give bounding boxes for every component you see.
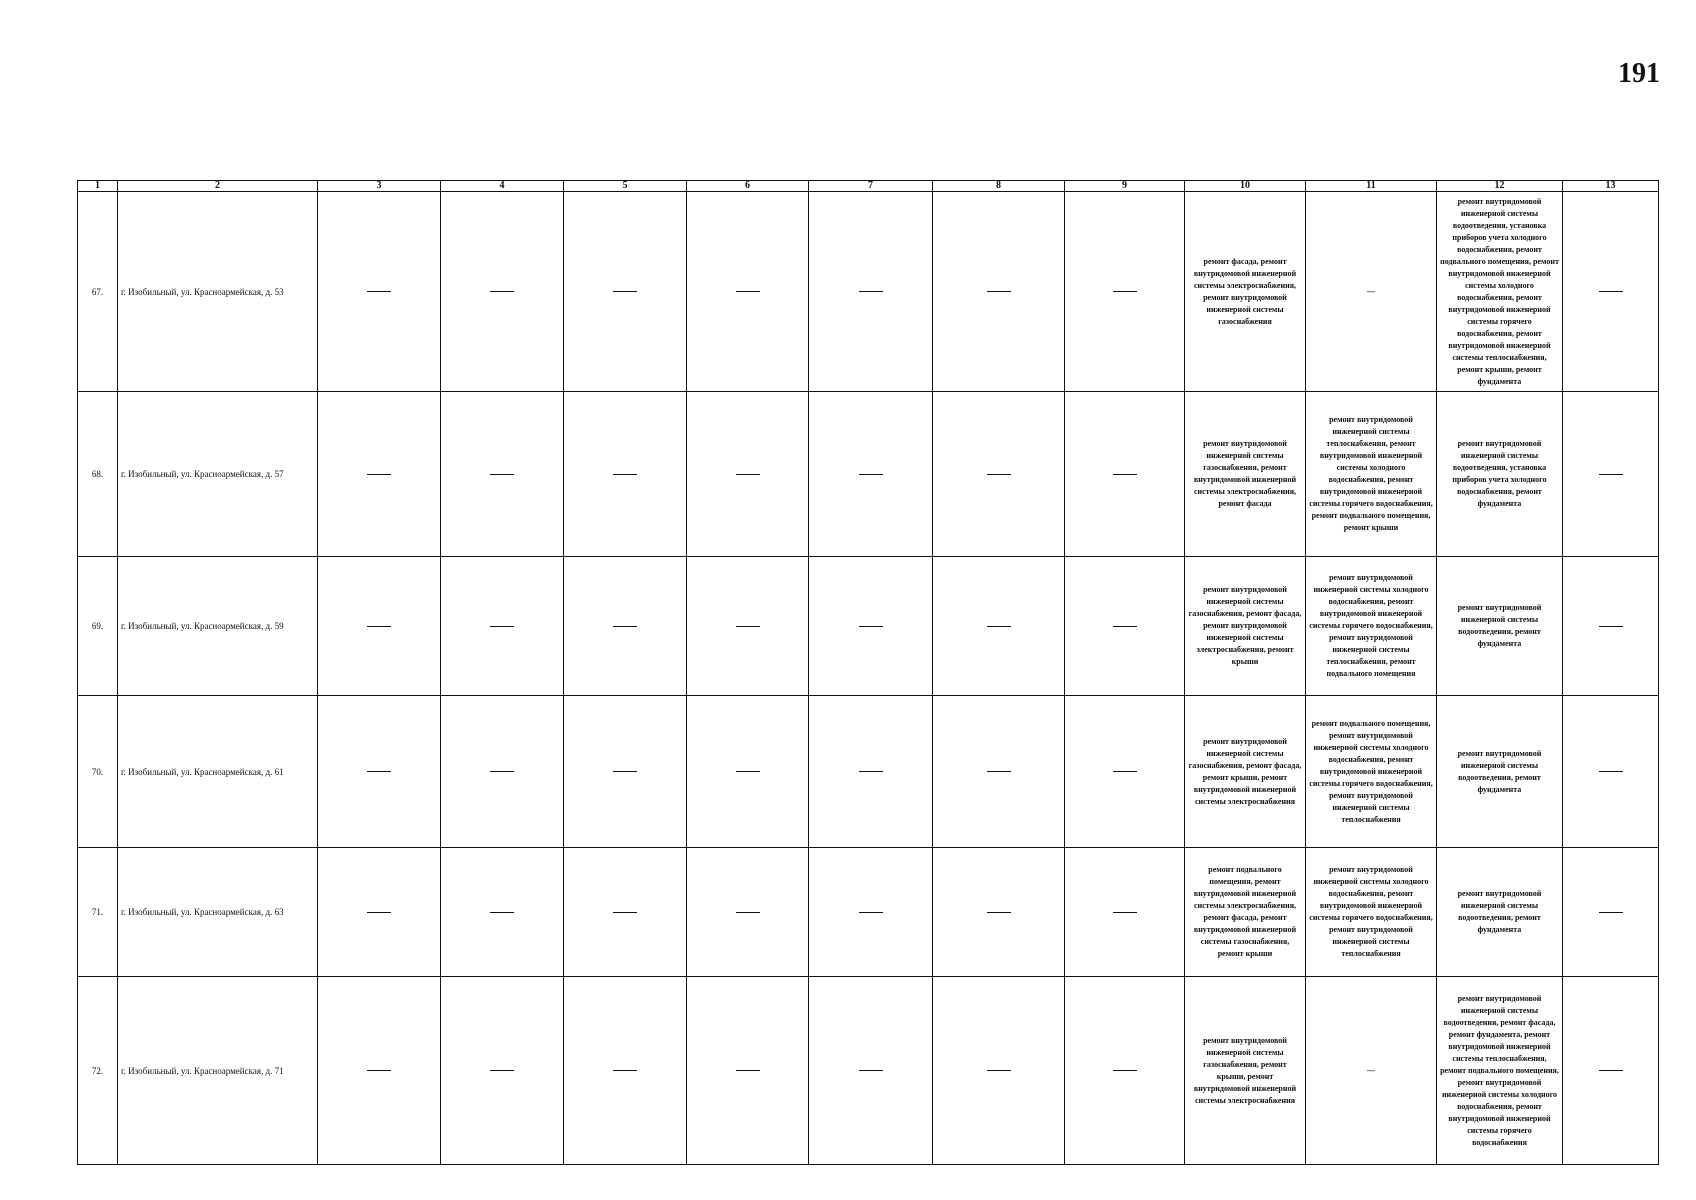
col-header-3: 3 bbox=[318, 181, 441, 192]
row-number: 72. bbox=[78, 977, 118, 1165]
works-col12: ремонт внутридомовой инженерной системы водоотведения, ремонт фундамента bbox=[1437, 696, 1563, 848]
works-col10: ремонт подвального помещения, ремонт внутридомовой инженерной системы электроснабжения, ремонт фасада, ремонт внутридомовой инженерной системы газоснабжения, ремонт крыши bbox=[1185, 848, 1306, 977]
dash-mark bbox=[490, 1070, 514, 1071]
dash-mark bbox=[1113, 1070, 1137, 1071]
empty-cell bbox=[809, 392, 933, 557]
dash-mark bbox=[367, 474, 391, 475]
dash-mark bbox=[1599, 291, 1623, 292]
works-col12: ремонт внутридомовой инженерной системы водоотведения, ремонт фасада, ремонт фундамента, ремонт внутридомовой инженерной системы теплоснабжения, ремонт подвального помещения, ремонт внутридомовой инженерной системы холодного водоснабжения, ремонт внутридомовой инженерной системы горячего водоснабжения bbox=[1437, 977, 1563, 1165]
table-row bbox=[78, 392, 1659, 557]
dash-mark bbox=[1113, 771, 1137, 772]
row-address: г. Изобильный, ул. Красноармейская, д. 71 bbox=[118, 977, 318, 1165]
works-col10: ремонт внутридомовой инженерной системы газоснабжения, ремонт крыши, ремонт внутридомовой инженерной системы электроснабжения bbox=[1185, 977, 1306, 1165]
row-address: г. Изобильный, ул. Красноармейская, д. 63 bbox=[118, 848, 318, 977]
col-header-7: 7 bbox=[809, 181, 933, 192]
table-row bbox=[78, 192, 1659, 392]
dash-mark bbox=[367, 291, 391, 292]
dash-mark bbox=[1599, 626, 1623, 627]
works-col10: ремонт внутридомовой инженерной системы газоснабжения, ремонт фасада, ремонт внутридомовой инженерной системы электроснабжения, ремонт крыши bbox=[1185, 557, 1306, 696]
works-col12: ремонт внутридомовой инженерной системы водоотведения, ремонт фундамента bbox=[1437, 557, 1563, 696]
empty-cell bbox=[933, 557, 1065, 696]
dash-mark bbox=[367, 912, 391, 913]
empty-cell bbox=[1065, 392, 1185, 557]
row-address: г. Изобильный, ул. Красноармейская, д. 61 bbox=[118, 696, 318, 848]
table-row bbox=[78, 977, 1659, 1165]
works-col12: ремонт внутридомовой инженерной системы водоотведения, ремонт фундамента bbox=[1437, 848, 1563, 977]
empty-cell bbox=[687, 696, 809, 848]
col-header-4: 4 bbox=[441, 181, 564, 192]
dash-mark bbox=[613, 626, 637, 627]
empty-cell bbox=[809, 848, 933, 977]
dash-mark bbox=[859, 1070, 883, 1071]
col-header-8: 8 bbox=[933, 181, 1065, 192]
repair-schedule-table bbox=[77, 180, 1659, 1165]
dash-mark bbox=[859, 291, 883, 292]
empty-cell bbox=[809, 557, 933, 696]
empty-cell bbox=[1563, 977, 1659, 1165]
dash-mark bbox=[987, 626, 1011, 627]
dash-mark bbox=[613, 912, 637, 913]
empty-cell bbox=[687, 392, 809, 557]
empty-cell bbox=[1563, 392, 1659, 557]
works-col11: ремонт подвального помещения, ремонт внутридомовой инженерной системы холодного водоснабжения, ремонт внутридомовой инженерной системы горячего водоснабжения, ремонт внутридомовой инженерной системы теплоснабжения bbox=[1306, 696, 1437, 848]
empty-cell bbox=[1065, 696, 1185, 848]
row-number: 70. bbox=[78, 696, 118, 848]
dash-mark bbox=[859, 626, 883, 627]
empty-cell bbox=[564, 392, 687, 557]
dash-mark bbox=[736, 626, 760, 627]
dash-mark bbox=[1599, 912, 1623, 913]
empty-cell bbox=[933, 696, 1065, 848]
empty-cell bbox=[318, 192, 441, 392]
dash-mark bbox=[987, 1070, 1011, 1071]
col-header-9: 9 bbox=[1065, 181, 1185, 192]
col-header-12: 12 bbox=[1437, 181, 1563, 192]
dash-mark bbox=[1113, 474, 1137, 475]
dash-mark bbox=[736, 771, 760, 772]
dash-mark bbox=[1599, 771, 1623, 772]
empty-cell bbox=[441, 848, 564, 977]
dash-mark bbox=[613, 1070, 637, 1071]
empty-cell bbox=[809, 192, 933, 392]
dash-mark bbox=[987, 771, 1011, 772]
dash-mark bbox=[613, 771, 637, 772]
empty-cell bbox=[933, 392, 1065, 557]
empty-cell bbox=[318, 557, 441, 696]
row-number: 71. bbox=[78, 848, 118, 977]
empty-cell bbox=[1065, 192, 1185, 392]
dash-mark bbox=[1113, 291, 1137, 292]
dash-mark bbox=[367, 626, 391, 627]
empty-cell bbox=[564, 848, 687, 977]
empty-cell bbox=[1065, 977, 1185, 1165]
empty-cell bbox=[687, 557, 809, 696]
empty-cell bbox=[1563, 192, 1659, 392]
empty-cell bbox=[441, 557, 564, 696]
empty-cell bbox=[564, 192, 687, 392]
dash-mark bbox=[859, 771, 883, 772]
dash-mark bbox=[987, 912, 1011, 913]
dash-mark bbox=[859, 474, 883, 475]
dash-mark bbox=[736, 474, 760, 475]
works-col11: ремонт внутридомовой инженерной системы теплоснабжения, ремонт внутридомовой инженерной системы холодного водоснабжения, ремонт внутридомовой инженерной системы горячего водоснабжения, ремонт подвального помещения, ремонт крыши bbox=[1306, 392, 1437, 557]
empty-cell bbox=[564, 557, 687, 696]
col-header-2: 2 bbox=[118, 181, 318, 192]
dash-mark bbox=[736, 1070, 760, 1071]
works-col12: ремонт внутридомовой инженерной системы водоотведения, установка приборов учета холодного водоснабжения, ремонт подвального помещения, ремонт внутридомовой инженерной системы холодного водоснабжения, ремонт внутридомовой инженерной системы горячего водоснабжения, ремонт внутридомовой инженерной системы теплоснабжения, ремонт крыши, ремонт фундамента bbox=[1437, 192, 1563, 392]
works-col12: ремонт внутридомовой инженерной системы водоотведения, установка приборов учета холодного водоснабжения, ремонт фундамента bbox=[1437, 392, 1563, 557]
table-row bbox=[78, 696, 1659, 848]
empty-cell bbox=[687, 848, 809, 977]
row-number: 69. bbox=[78, 557, 118, 696]
empty-cell bbox=[318, 696, 441, 848]
empty-cell bbox=[441, 392, 564, 557]
empty-cell bbox=[933, 848, 1065, 977]
dash-mark bbox=[367, 1070, 391, 1071]
empty-cell bbox=[318, 392, 441, 557]
works-col11: — bbox=[1306, 192, 1437, 392]
empty-cell bbox=[318, 848, 441, 977]
empty-cell bbox=[318, 977, 441, 1165]
works-col11: ремонт внутридомовой инженерной системы холодного водоснабжения, ремонт внутридомовой инженерной системы горячего водоснабжения, ремонт внутридомовой инженерной системы теплоснабжения, ремонт подвального помещения bbox=[1306, 557, 1437, 696]
works-col11: ремонт внутридомовой инженерной системы холодного водоснабжения, ремонт внутридомовой инженерной системы горячего водоснабжения, ремонт внутридомовой инженерной системы теплоснабжения bbox=[1306, 848, 1437, 977]
empty-cell bbox=[933, 192, 1065, 392]
empty-cell bbox=[441, 977, 564, 1165]
dash-mark bbox=[736, 912, 760, 913]
dash-mark bbox=[613, 474, 637, 475]
dash-mark bbox=[1113, 912, 1137, 913]
col-header-5: 5 bbox=[564, 181, 687, 192]
row-number: 67. bbox=[78, 192, 118, 392]
table-row bbox=[78, 848, 1659, 977]
dash-mark bbox=[859, 912, 883, 913]
empty-cell bbox=[1563, 557, 1659, 696]
empty-cell bbox=[441, 192, 564, 392]
empty-cell bbox=[1065, 848, 1185, 977]
works-col10: ремонт внутридомовой инженерной системы газоснабжения, ремонт внутридомовой инженерной системы электроснабжения, ремонт фасада bbox=[1185, 392, 1306, 557]
col-header-1: 1 bbox=[78, 181, 118, 192]
col-header-6: 6 bbox=[687, 181, 809, 192]
dash-mark bbox=[613, 291, 637, 292]
empty-cell bbox=[441, 696, 564, 848]
works-col11: — bbox=[1306, 977, 1437, 1165]
empty-cell bbox=[1563, 848, 1659, 977]
empty-cell bbox=[564, 977, 687, 1165]
dash-mark bbox=[490, 771, 514, 772]
dash-mark bbox=[1599, 1070, 1623, 1071]
dash-mark bbox=[490, 291, 514, 292]
empty-cell bbox=[809, 696, 933, 848]
empty-cell bbox=[1065, 557, 1185, 696]
col-header-10: 10 bbox=[1185, 181, 1306, 192]
row-number: 68. bbox=[78, 392, 118, 557]
row-address: г. Изобильный, ул. Красноармейская, д. 53 bbox=[118, 192, 318, 392]
empty-cell bbox=[687, 977, 809, 1165]
dash-mark bbox=[490, 474, 514, 475]
works-col10: ремонт фасада, ремонт внутридомовой инженерной системы электроснабжения, ремонт внутридомовой инженерной системы газоснабжения bbox=[1185, 192, 1306, 392]
dash-mark bbox=[367, 771, 391, 772]
empty-cell bbox=[809, 977, 933, 1165]
dash-mark bbox=[490, 912, 514, 913]
col-header-13: 13 bbox=[1563, 181, 1659, 192]
empty-cell bbox=[933, 977, 1065, 1165]
dash-mark bbox=[987, 474, 1011, 475]
row-address: г. Изобильный, ул. Красноармейская, д. 59 bbox=[118, 557, 318, 696]
column-number-row bbox=[78, 181, 1659, 192]
works-col10: ремонт внутридомовой инженерной системы газоснабжения, ремонт фасада, ремонт крыши, ремонт внутридомовой инженерной системы электроснабжения bbox=[1185, 696, 1306, 848]
empty-cell bbox=[1563, 696, 1659, 848]
row-address: г. Изобильный, ул. Красноармейская, д. 57 bbox=[118, 392, 318, 557]
dash-mark bbox=[490, 626, 514, 627]
dash-mark bbox=[736, 291, 760, 292]
dash-mark bbox=[987, 291, 1011, 292]
dash-mark bbox=[1599, 474, 1623, 475]
page-number: 191 bbox=[1618, 58, 1660, 89]
col-header-11: 11 bbox=[1306, 181, 1437, 192]
table-row bbox=[78, 557, 1659, 696]
empty-cell bbox=[687, 192, 809, 392]
dash-mark bbox=[1113, 626, 1137, 627]
empty-cell bbox=[564, 696, 687, 848]
